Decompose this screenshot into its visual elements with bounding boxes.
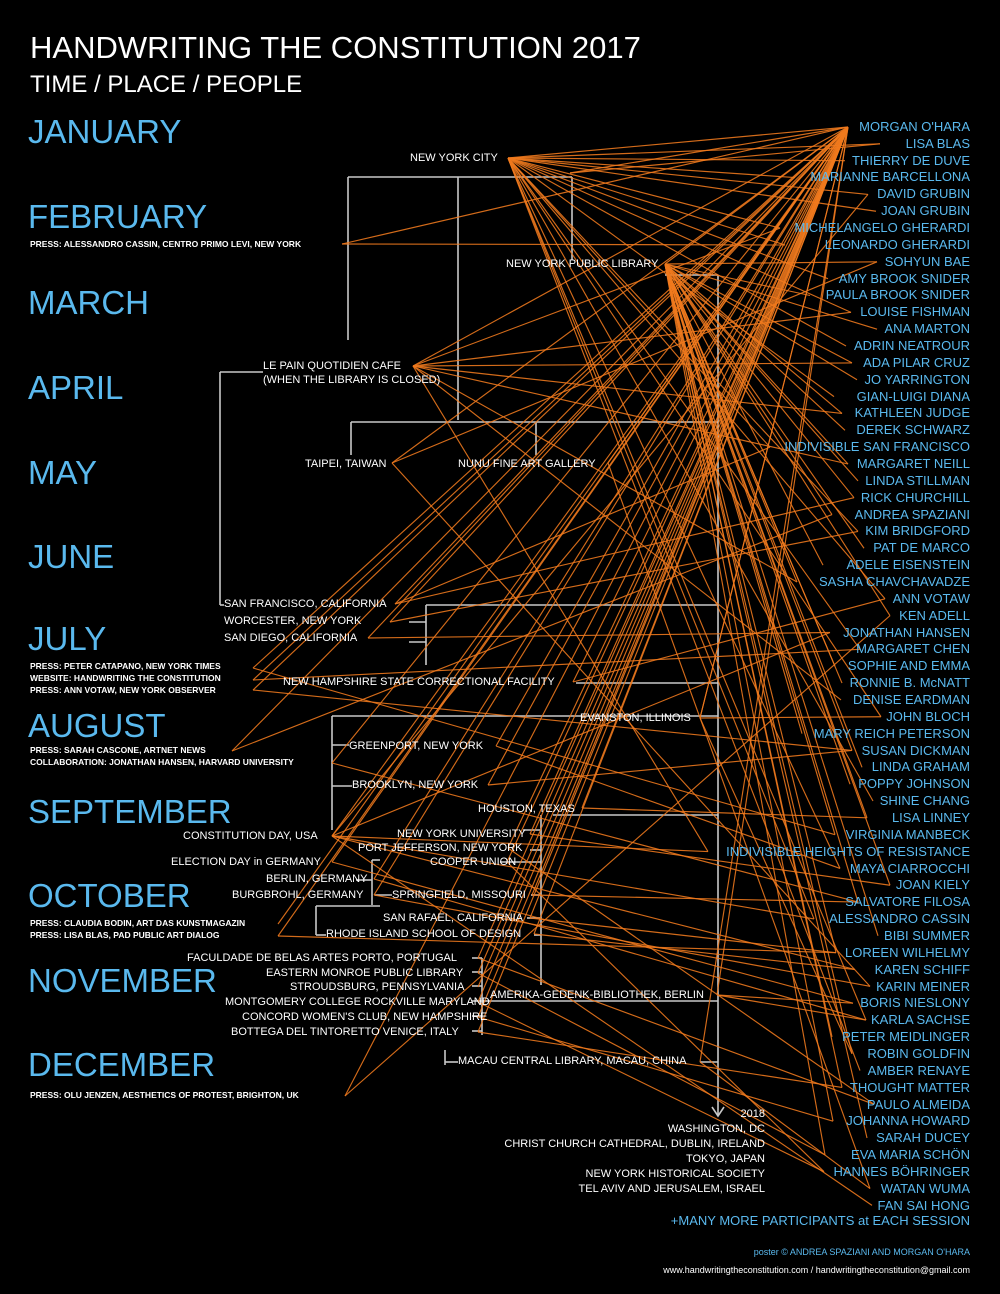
place-san-rafael: SAN RAFAEL, CALIFORNIA xyxy=(383,912,523,924)
place-greenport: GREENPORT, NEW YORK xyxy=(349,740,484,752)
person: JOAN GRUBIN xyxy=(881,203,970,218)
month-april: APRIL xyxy=(28,369,124,406)
connection-line xyxy=(508,158,780,228)
person: ANDREA SPAZIANI xyxy=(854,507,970,522)
place-macau: MACAU CENTRAL LIBRARY, MACAU, CHINA xyxy=(458,1055,687,1067)
place-burgbrohl: BURGBROHL, GERMANY xyxy=(232,889,364,901)
person: GIAN-LUIGI DIANA xyxy=(856,389,970,404)
person: FAN SAI HONG xyxy=(877,1198,970,1213)
place-venice: BOTTEGA DEL TINTORETTO VENICE, ITALY xyxy=(231,1026,459,1038)
month-november: NOVEMBER xyxy=(28,962,217,999)
person: LINDA GRAHAM xyxy=(871,759,970,774)
month-october: OCTOBER xyxy=(28,877,191,914)
place-evanston: EVANSTON, ILLINOIS xyxy=(580,712,691,724)
person: SASHA CHAVCHAVADZE xyxy=(819,574,970,589)
press-note: COLLABORATION: JONATHAN HANSEN, HARVARD UNIVERSITY xyxy=(30,757,294,767)
person: KARLA SACHSE xyxy=(871,1012,970,1027)
connection-line xyxy=(508,127,848,158)
person: AMBER RENAYE xyxy=(867,1063,970,1078)
person: MARGARET CHEN xyxy=(856,641,970,656)
month-september: SEPTEMBER xyxy=(28,793,232,830)
press-note: PRESS: ALESSANDRO CASSIN, CENTRO PRIMO LEVI, NEW YORK xyxy=(30,239,302,249)
connection-line xyxy=(392,262,877,463)
month-may: MAY xyxy=(28,454,98,491)
person: MARGARET NEILL xyxy=(856,456,970,471)
person: ADA PILAR CRUZ xyxy=(863,355,970,370)
connection-line xyxy=(665,264,825,1155)
connection-line xyxy=(395,498,854,604)
person: PAT DE MARCO xyxy=(873,540,970,555)
person: THOUGHT MATTER xyxy=(849,1080,970,1095)
future-place: TOKYO, JAPAN xyxy=(685,1153,765,1165)
connection-line xyxy=(413,366,848,464)
person: SOPHIE AND EMMA xyxy=(847,658,970,673)
place-amerika-gedenk: AMERIKA-GEDENK-BIBLIOTHEK, BERLIN xyxy=(490,989,704,1001)
person: PETER MEIDLINGER xyxy=(842,1029,970,1044)
person: EVA MARIA SCHÖN xyxy=(851,1147,970,1162)
place-nyu: NEW YORK UNIVERSITY xyxy=(397,828,526,840)
connection-line xyxy=(700,717,881,718)
person: HANNES BÖHRINGER xyxy=(833,1164,970,1179)
month-june: JUNE xyxy=(28,538,115,575)
more-participants: +MANY MORE PARTICIPANTS at EACH SESSION xyxy=(670,1213,970,1228)
person: INDIVISIBLE SAN FRANCISCO xyxy=(784,439,970,454)
place-porto: FACULDADE DE BELAS ARTES PORTO, PORTUGAL xyxy=(187,952,457,964)
person: LINDA STILLMAN xyxy=(865,473,970,488)
place-risd: RHODE ISLAND SCHOOL OF DESIGN xyxy=(326,928,522,940)
poster-title: HANDWRITING THE CONSTITUTION 2017 xyxy=(30,30,641,65)
person: THIERRY DE DUVE xyxy=(852,153,970,168)
person: ADRIN NEATROUR xyxy=(853,338,970,353)
person: JOAN KIELY xyxy=(895,877,970,892)
person: PAULO ALMEIDA xyxy=(866,1097,970,1112)
month-march: MARCH xyxy=(28,284,149,321)
person: INDIVISIBLE HEIGHTS OF RESISTANCE xyxy=(726,844,970,859)
person: RONNIE B. McNATT xyxy=(849,675,970,690)
press-note: PRESS: CLAUDIA BODIN, ART DAS KUNSTMAGAZIN xyxy=(30,918,246,928)
connection-line xyxy=(700,718,852,1054)
connection-line xyxy=(374,127,848,879)
person: ANN VOTAW xyxy=(892,591,970,606)
place-taipei: TAIPEI, TAIWAN xyxy=(305,458,387,470)
press-note: PRESS: SARAH CASCONE, ARTNET NEWS xyxy=(30,745,206,755)
person: LOREEN WILHELMY xyxy=(845,945,970,960)
person: SUSAN DICKMAN xyxy=(861,743,970,758)
future-year: 2018 xyxy=(740,1108,765,1120)
place-cooper-union: COOPER UNION xyxy=(430,856,517,868)
person: ANA MARTON xyxy=(884,321,970,336)
place-concord: CONCORD WOMEN'S CLUB, NEW HAMPSHIRE xyxy=(242,1011,488,1023)
person: BORIS NIESLONY xyxy=(860,995,970,1010)
press-note: WEBSITE: HANDWRITING THE CONSTITUTION xyxy=(30,673,221,683)
place-worcester: WORCESTER, NEW YORK xyxy=(224,615,362,627)
person: POPPY JOHNSON xyxy=(858,776,970,791)
place-election-day-germany: ELECTION DAY in GERMANY xyxy=(171,856,321,868)
person: VIRGINIA MANBECK xyxy=(845,827,970,842)
person: SOHYUN BAE xyxy=(884,254,970,269)
month-july: JULY xyxy=(28,620,107,657)
person: SHINE CHANG xyxy=(879,793,970,808)
poster-subtitle: TIME / PLACE / PEOPLE xyxy=(30,71,303,98)
place-constitution-day: CONSTITUTION DAY, USA xyxy=(183,830,318,842)
place-new-york-city: NEW YORK CITY xyxy=(410,152,498,164)
person: DENISE EARDMAN xyxy=(852,692,970,707)
person: MORGAN O'HARA xyxy=(859,119,970,134)
place-nh-correctional: NEW HAMPSHIRE STATE CORRECTIONAL FACILITY xyxy=(283,676,555,688)
connection-line xyxy=(332,127,848,763)
month-january: JANUARY xyxy=(28,113,182,150)
place-eastern-monroe: EASTERN MONROE PUBLIC LIBRARY xyxy=(266,967,464,979)
place-port-jefferson: PORT JEFFERSON, NEW YORK xyxy=(358,842,523,854)
press-note: PRESS: LISA BLAS, PAD PUBLIC ART DIALOG xyxy=(30,930,220,940)
person: DEREK SCHWARZ xyxy=(856,422,970,437)
future-place: WASHINGTON, DC xyxy=(667,1123,765,1135)
month-december: DECEMBER xyxy=(28,1046,216,1083)
connection-line xyxy=(530,918,836,953)
person: SARAH DUCEY xyxy=(876,1130,970,1145)
person: RICK CHURCHILL xyxy=(860,490,970,505)
place-springfield: SPRINGFIELD, MISSOURI xyxy=(392,889,526,901)
place-berlin: BERLIN, GERMANY xyxy=(266,873,368,885)
person: KEN ADELL xyxy=(899,608,970,623)
press-note: PRESS: ANN VOTAW, NEW YORK OBSERVER xyxy=(30,685,216,695)
person: AMY BROOK SNIDER xyxy=(838,271,970,286)
connection-line xyxy=(478,127,848,958)
person: LISA LINNEY xyxy=(891,810,970,825)
person: MARY REICH PETERSON xyxy=(813,726,970,741)
place-houston: HOUSTON, TEXAS xyxy=(478,803,575,815)
person: PAULA BROOK SNIDER xyxy=(825,287,970,302)
place-nunu-gallery: NUNU FINE ART GALLERY xyxy=(458,458,596,470)
person: JONATHAN HANSEN xyxy=(843,625,970,640)
person: LISA BLAS xyxy=(905,136,970,151)
website-link[interactable]: www.handwritingtheconstitution.com / handwritingtheconstitution@gmail.com xyxy=(663,1265,970,1275)
person: SALVATORE FILOSA xyxy=(845,894,970,909)
future-place: TEL AVIV AND JERUSALEM, ISRAEL xyxy=(578,1183,765,1195)
place-stroudsburg: STROUDSBURG, PENNSYLVANIA xyxy=(290,981,465,993)
place-montgomery: MONTGOMERY COLLEGE ROCKVILLE MARYLAND xyxy=(225,996,490,1008)
person: LOUISE FISHMAN xyxy=(860,304,970,319)
connection-line xyxy=(488,750,852,785)
person: KARIN MEINER xyxy=(876,979,970,994)
person: ADELE EISENSTEIN xyxy=(846,557,970,572)
person: ALESSANDRO CASSIN xyxy=(829,911,970,926)
connection-line xyxy=(508,158,845,161)
person: LEONARDO GHERARDI xyxy=(824,237,970,252)
person: MICHELANGELO GHERARDI xyxy=(794,220,970,235)
person: MARIANNE BARCELLONA xyxy=(810,169,970,184)
connection-line xyxy=(507,127,848,862)
future-sessions xyxy=(480,1107,765,1197)
person: JOHN BLOCH xyxy=(886,709,970,724)
month-august: AUGUST xyxy=(28,707,166,744)
place-san-francisco: SAN FRANCISCO, CALIFORNIA xyxy=(224,598,387,610)
person: KAREN SCHIFF xyxy=(874,962,970,977)
person: KATHLEEN JUDGE xyxy=(854,405,970,420)
person: MAYA CIARROCCHI xyxy=(849,861,970,876)
person: JOHANNA HOWARD xyxy=(846,1113,970,1128)
future-place: NEW YORK HISTORICAL SOCIETY xyxy=(585,1168,765,1180)
place-new-york-public-library: NEW YORK PUBLIC LIBRARY xyxy=(506,258,659,270)
person: KIM BRIDGFORD xyxy=(865,523,970,538)
person: ROBIN GOLDFIN xyxy=(867,1046,970,1061)
press-note: PRESS: PETER CATAPANO, NEW YORK TIMES xyxy=(30,661,221,671)
month-february: FEBRUARY xyxy=(28,198,208,235)
poster-credit: poster © ANDREA SPAZIANI AND MORGAN O'HARA xyxy=(753,1247,970,1257)
person: DAVID GRUBIN xyxy=(877,186,970,201)
person: BIBI SUMMER xyxy=(884,928,970,943)
place-brooklyn: BROOKLYN, NEW YORK xyxy=(352,779,479,791)
press-note: PRESS: OLU JENZEN, AESTHETICS OF PROTEST, BRIGHTON, UK xyxy=(30,1090,299,1100)
place-san-diego: SAN DIEGO, CALIFORNIA xyxy=(224,632,358,644)
future-place: CHRIST CHURCH CATHEDRAL, DUBLIN, IRELAND xyxy=(504,1138,765,1150)
person: WATAN WUMA xyxy=(880,1181,970,1196)
place-note: (WHEN THE LIBRARY IS CLOSED) xyxy=(263,374,441,386)
connection-line xyxy=(582,808,867,818)
connection-line xyxy=(413,312,851,366)
person: JO YARRINGTON xyxy=(864,372,970,387)
place-le-pain-quotidien: LE PAIN QUOTIDIEN CAFE xyxy=(263,360,401,372)
